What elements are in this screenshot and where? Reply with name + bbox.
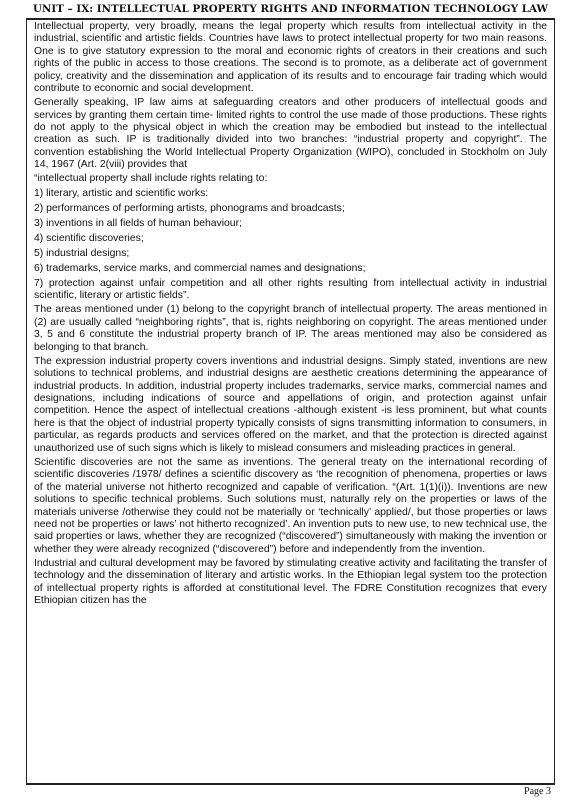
paragraph-3: The areas mentioned under (1) belong to the copyright branch of intellectual property. The areas mentioned in (2) are usually called “neighboring rights”, that is, rights neighboring on copyright. The areas mentioned under 3, 5 and 6 constitute the industrial property branch of IP. The areas mentioned may also be considered as belonging to that branch. (34, 304, 547, 353)
page-number: Page 3 (524, 786, 551, 797)
paragraph-5: Scientific discoveries are not the same as inventions. The general treaty on the international recording of scientific discoveries /1978/ defines a scientific discovery as ‘the recognition of phenomena, properties or laws of the material universe not hitherto recognized and capable of verification. “(Art. 1(1)(i)). Inventions are new solutions to specific technical problems. Such solutions must, naturally rely on the properties or laws of the materials universe /otherwise they could not be materially or ‘technically’ applied/, but those properties or laws need not be properties or laws’ not hitherto recognized’. An invention puts to new use, to new technical use, the said properties or laws, whether they are recognized (“discovered”) simultaneously with making the invention or whether they were already recognized (“discovered”) before and independently from the invention. (34, 456, 547, 555)
list-item: 5) industrial designs; (34, 248, 130, 259)
list-item: 3) inventions in all fields of human behaviour; (34, 218, 242, 230)
header-divider (26, 18, 555, 20)
document-body (34, 21, 547, 609)
list-intro: “intellectual property shall include rights relating to: (34, 173, 268, 185)
list-item: 7) protection against unfair competition and all other rights resulting from intellectual activity in industrial scientific, literary or artistic fields”. (34, 277, 547, 302)
paragraph-1: Intellectual property, very broadly, means the legal property which results from intellectual activity in the industrial, scientific and artistic fields. Countries have laws to protect intellectual property for two main reasons. One is to give statutory expression to the moral and economic rights of creators in their creations and such rights of the public in access to those creations. The second is to promote, as a deliberate act of government policy, creativity and the dissemination and application of its results and to encourage fair trading which would contribute to economic and social development. (34, 21, 547, 95)
list-item: 2) performances of performing artists, phonograms and broadcasts; (34, 203, 345, 215)
paragraph-4: The expression industrial property covers inventions and industrial designs. Simply stated, inventions are new solutions to technical problems, and industrial designs are aesthetic creations determining the appearance of industrial products. In addition, industrial property includes trademarks, service marks, commercial names and designations, including indications of source and appellations of origin, and protection against unfair competition. Hence the aspect of intellectual creations -although existent -is less prominent, but what counts here is that the object of industrial property typically consists of signs transmitting information to consumers, in particular, as regards products and services offered on the market, and that the protection is directed against unauthorized use of such signs which is likely to mislead consumers and misleading practices in general. (34, 355, 547, 454)
page-header-title: UNIT – IX: INTELLECTUAL PROPERTY RIGHTS AND INFORMATION TECHNOLOGY LAW (26, 0, 555, 18)
footer-divider (26, 783, 555, 785)
paragraph-6: Industrial and cultural development may be favored by stimulating creative activity and facilitating the transfer of technology and the dissemination of literary and artistic works. In the Ethiopian legal system too the protection of intellectual property rights is afforded at constitutional level. The FDRE Constitution recognizes that every Ethiopian citizen has the (34, 557, 547, 607)
list-item: 1) literary, artistic and scientific works: (34, 188, 209, 200)
list-item: 6) trademarks, service marks, and commercial names and designations; (34, 262, 366, 274)
list-item: 4) scientific discoveries; (34, 233, 144, 245)
paragraph-2: Generally speaking, IP law aims at safeguarding creators and other producers of intellectual goods and services by granting them certain time- limited rights to control the use made of those productions. These rights do not apply to the physical object in which the creation may be embodied but instead to the intellectual creation as such. IP is traditionally divided into two branches: “industrial property and copyright”. The convention establishing the World Intellectual Property Organization (WIPO), concluded in Stockholm on July 14, 1967 (Art. 2(viii) provides that (34, 97, 547, 171)
